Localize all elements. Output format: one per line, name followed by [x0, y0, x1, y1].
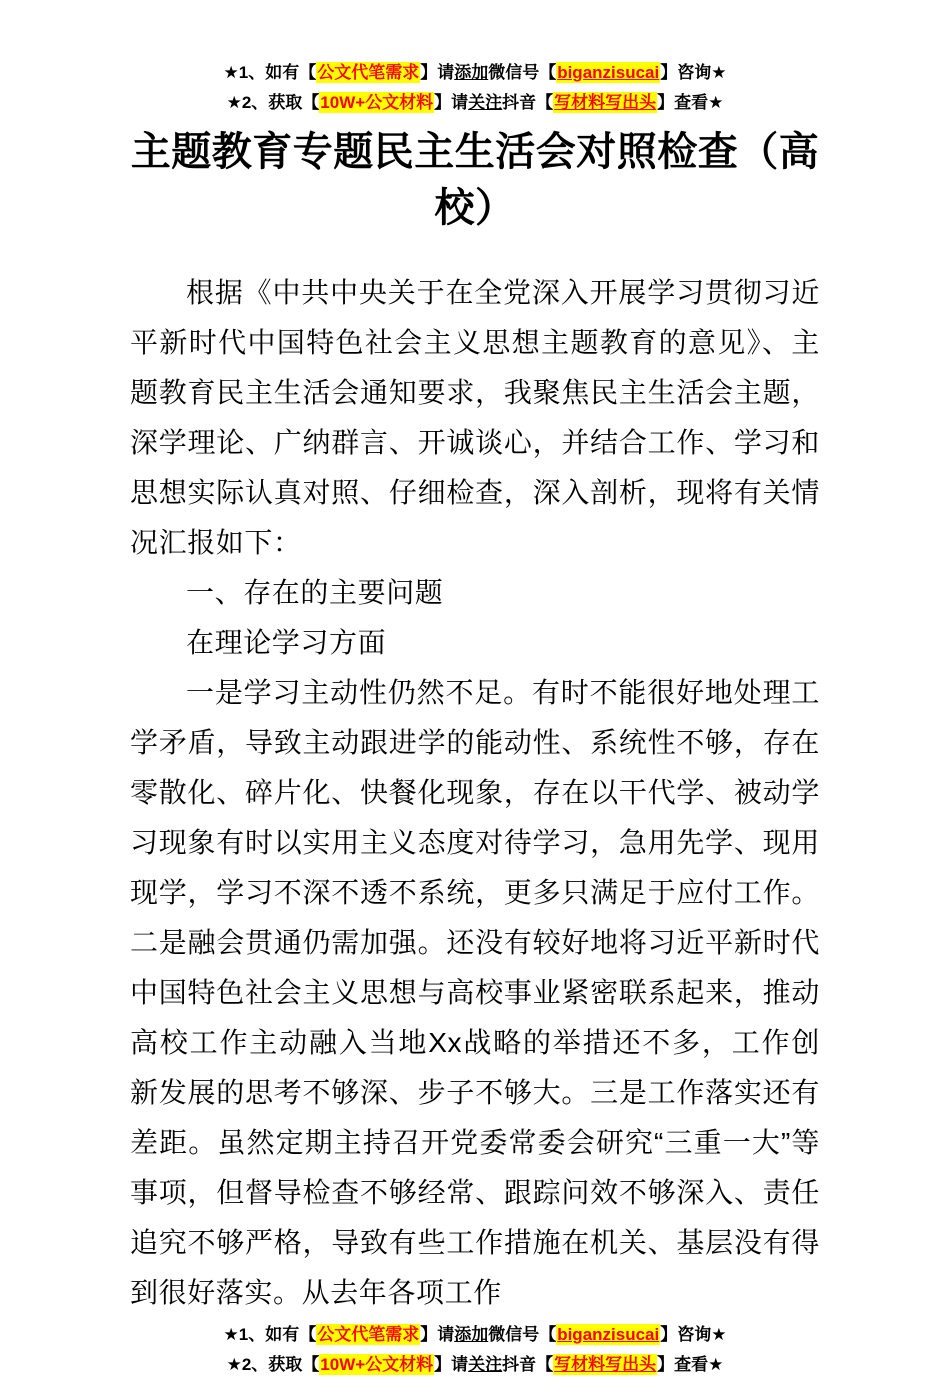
follow-action-underlined: 关注 — [468, 1355, 503, 1374]
promo-text: 】查看★ — [657, 93, 724, 112]
materials-keyword-highlight: 10W+公文材料 — [320, 93, 434, 112]
service-keyword-highlight: 公文代笔需求 — [317, 63, 420, 82]
promo-text: 】请 — [434, 93, 469, 112]
promo-text: 】咨询★ — [660, 63, 727, 82]
materials-keyword-highlight: 10W+公文材料 — [320, 1355, 434, 1374]
promo-text: 】请 — [434, 1355, 469, 1374]
promo-text: 抖音【 — [502, 93, 554, 112]
promo-footer — [130, 1320, 820, 1380]
douyin-name-highlight: 写材料写出头 — [554, 93, 657, 112]
doc-title-line: 校） — [434, 186, 516, 230]
add-action-underlined: 添加 — [454, 63, 489, 82]
body-paragraph: 一、存在的主要问题 — [186, 577, 444, 608]
promo-text: ★1、如有【 — [223, 1325, 317, 1344]
promo-header — [130, 58, 820, 118]
promo-text: 】查看★ — [657, 1355, 724, 1374]
body-paragraph: 在理论学习方面 — [186, 627, 387, 658]
wechat-id-highlight: biganzisucai — [557, 1325, 660, 1344]
body-paragraph: 根据《中共中央关于在全党深入开展学习贯彻习近平新时代中国特色社会主义思想主题教育的意见》、主题教育民主生活会通知要求，我聚焦民主生活会主题，深学理论、广纳群言、开诚谈心，并结合工作、学习和思想实际认真对照、仔细检查，深入剖析，现将有关情况汇报如下： — [130, 277, 820, 558]
douyin-name-highlight: 写材料写出头 — [554, 1355, 657, 1374]
promo-text: ★2、获取【 — [226, 1355, 320, 1374]
wechat-id-highlight: biganzisucai — [557, 63, 660, 82]
promo-line — [130, 58, 820, 88]
promo-text: 】请 — [420, 63, 455, 82]
promo-text: 抖音【 — [502, 1355, 554, 1374]
promo-line — [130, 88, 820, 118]
promo-text: 】请 — [420, 1325, 455, 1344]
follow-action-underlined: 关注 — [468, 93, 503, 112]
body-paragraph: 一是学习主动性仍然不足。有时不能很好地处理工学矛盾，导致主动跟进学的能动性、系统性不够，存在零散化、碎片化、快餐化现象，存在以干代学、被动学习现象有时以实用主义态度对待学习，急用先学、现用现学，学习不深不透不系统，更多只满足于应付工作。二是融会贯通仍需加强。还没有较好地将习近平新时代中国特色社会主义思想与高校事业紧密联系起来，推动高校工作主动融入当地Xx战略的举措还不多，工作创新发展的思考不够深、步子不够大。三是工作落实还有差距。虽然定期主持召开党委常委会研究“三重一大”等事项，但督导检查不够经常、跟踪问效不够深入、责任追究不够严格，导致有些工作措施在机关、基层没有得到很好落实。从去年各项工作 — [130, 677, 820, 1308]
promo-text: 】咨询★ — [660, 1325, 727, 1344]
doc-body — [130, 268, 820, 1318]
service-keyword-highlight: 公文代笔需求 — [317, 1325, 420, 1344]
promo-text: ★1、如有【 — [223, 63, 317, 82]
promo-text: 微信号【 — [488, 63, 557, 82]
promo-line — [130, 1350, 820, 1380]
doc-title-line: 主题教育专题民主生活会对照检查（高 — [130, 130, 820, 174]
promo-line — [130, 1320, 820, 1350]
promo-text: 微信号【 — [488, 1325, 557, 1344]
promo-text: ★2、获取【 — [226, 93, 320, 112]
add-action-underlined: 添加 — [454, 1325, 489, 1344]
doc-title — [130, 124, 820, 236]
